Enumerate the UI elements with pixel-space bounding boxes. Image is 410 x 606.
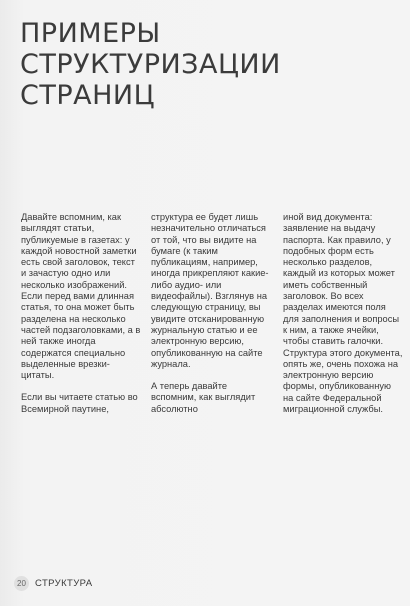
text-column-1: [21, 212, 141, 426]
page-title: [20, 18, 400, 111]
text-column-2: [151, 212, 269, 426]
title-line-3: СТРАНИЦ: [20, 80, 156, 111]
text-column-3: [283, 212, 403, 426]
paragraph: Давайте вспомним, как выглядят статьи, публикуемые в газетах: у каждой новостной заметки есть свой заголовок, текст и зачастую одно или несколько изображений. Если перед вами длинная статья, то она может быть разделена на несколько частей подзаголовками, а в ней также иногда содержатся специально выделенные врезки-цитаты.: [21, 212, 141, 381]
title-line-2: СТРУКТУРИЗАЦИИ: [20, 49, 281, 80]
paragraph: Если вы читаете статью во Всемирной паутине,: [21, 392, 138, 414]
page-number: 20: [14, 576, 29, 591]
paragraph: иной вид документа: заявление на выдачу паспорта. Как правило, у подобных форм есть несколько разделов, каждый из которых может иметь собственный заголовок. Во всех разделах имеются поля для заполнения и вопросы к ним, а также ячейки, чтобы ставить галочки. Структура этого документа, опять же, очень похожа на электронную версию формы, опубликованную на сайте Федеральной миграционной службы.: [283, 212, 403, 415]
section-name: СТРУКТУРА: [35, 578, 93, 589]
paragraph: А теперь давайте вспомним, как выглядит абсолютно: [151, 381, 256, 414]
paragraph: структура ее будет лишь незначительно отличаться от той, что вы видите на бумаге (к таким публикациям, например, иногда прикрепляют какие-либо аудио- или видеофайлы). Взглянув на следующую страницу, вы увидите отсканированную журнальную статью и ее электронную версию, опубликованную на сайте журнала.: [151, 212, 269, 369]
title-line-1: ПРИМЕРЫ: [20, 18, 161, 49]
page-footer: [14, 576, 93, 591]
